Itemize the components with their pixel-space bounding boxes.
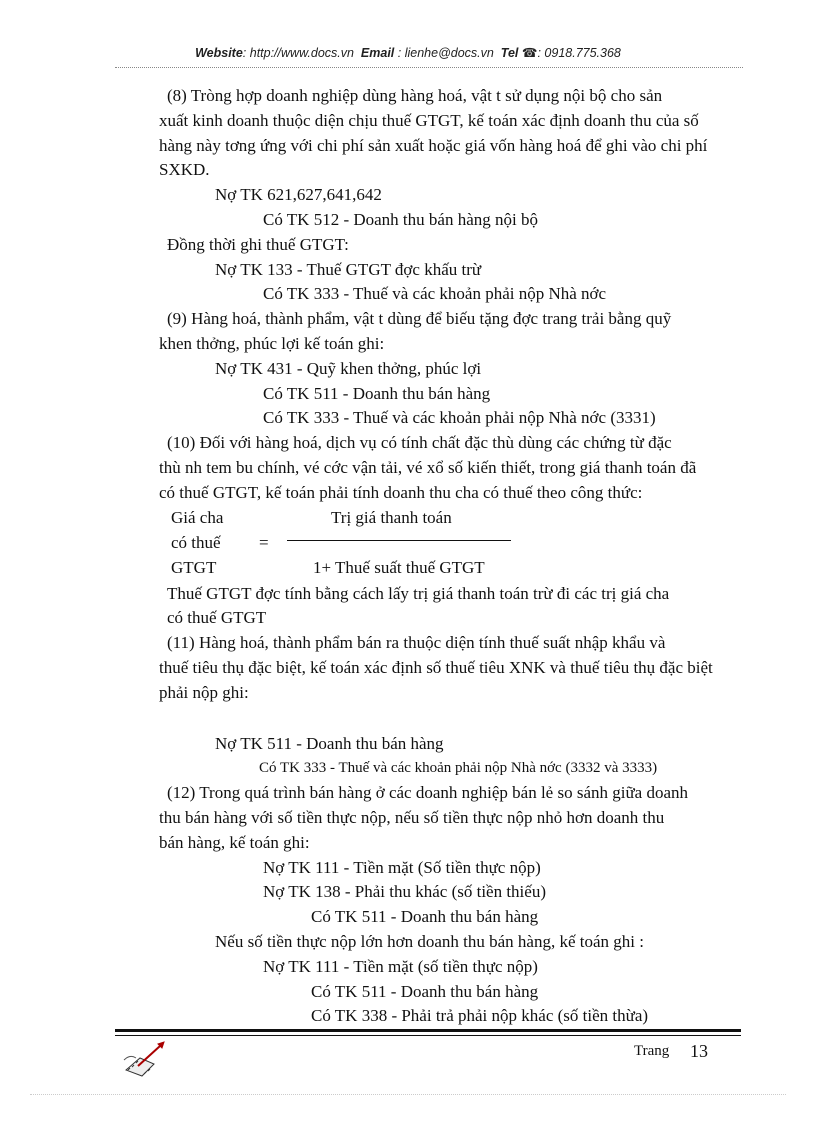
text-line: SXKD. — [159, 160, 210, 180]
revenue-formula — [167, 506, 743, 582]
formula-left-3: GTGT — [171, 557, 217, 577]
formula-denominator: 1+ Thuế suất thuế GTGT — [313, 557, 485, 577]
page-label: Trang — [634, 1043, 670, 1059]
text-line: có thuế GTGT — [167, 608, 267, 628]
spacer — [167, 706, 743, 732]
journal-entry: Nợ TK 138 - Phải thu khác (số tiền thiếu) — [263, 882, 546, 902]
text-line: (11) Hàng hoá, thành phẩm bán ra thuộc diện tính thuế suất nhập khẩu và — [167, 633, 666, 653]
text-line: thuế tiêu thụ đặc biệt, kế toán xác định số thuế tiêu XNK và thuế tiêu thụ đặc biệt — [159, 657, 713, 677]
page-number: 13 — [690, 1041, 708, 1061]
text-line: (10) Đối với hàng hoá, dịch vụ có tính chất đặc thù dùng các chứng từ đặc — [167, 433, 672, 453]
pen-and-film-clipart-icon — [120, 1040, 168, 1080]
text-line: hàng này tơng ứng với chi phí sản xuất hoặc giá vốn hàng hoá để ghi vào chi phí — [159, 135, 708, 155]
journal-entry: Có TK 511 - Doanh thu bán hàng — [263, 383, 491, 403]
text-line: (12) Trong quá trình bán hàng ở các doanh nghiệp bán lẻ so sánh giữa doanh — [167, 783, 689, 803]
formula-left-2: có thuế — [171, 532, 221, 552]
text-line: (9) Hàng hoá, thành phẩm, vật t dùng để biếu tặng đợc trang trải bằng quỹ — [167, 309, 672, 329]
journal-entry: Nợ TK 511 - Doanh thu bán hàng — [215, 733, 444, 753]
text-line: phải nộp ghi: — [159, 682, 249, 702]
journal-entry: Có TK 512 - Doanh thu bán hàng nội bộ — [263, 209, 538, 229]
formula-numerator: Trị giá thanh toán — [331, 507, 452, 527]
journal-entry: Nợ TK 111 - Tiền mặt (số tiền thực nộp) — [263, 956, 538, 976]
website-label: Website — [195, 46, 243, 60]
journal-entry: Có TK 333 - Thuế và các khoản phải nộp Nhà nớc (3331) — [263, 408, 656, 428]
footer-rule-thick — [115, 1029, 741, 1032]
journal-entry: Nợ TK 621,627,641,642 — [215, 185, 382, 205]
journal-entry: Có TK 338 - Phải trả phải nộp khác (số tiền thừa) — [311, 1006, 649, 1026]
email-value: : lienhe@docs.vn — [397, 46, 494, 60]
formula-left-1: Giá cha — [171, 507, 224, 527]
email-label: Email — [360, 46, 395, 60]
text-line: xuất kinh doanh thuộc diện chịu thuế GTGT, kế toán xác định doanh thu của số — [159, 110, 699, 130]
website-value: : http://www.docs.vn — [242, 46, 354, 60]
fraction-bar — [287, 540, 511, 541]
journal-entry: Có TK 333 - Thuế và các khoản phải nộp Nhà nớc (3332 và 3333) — [259, 760, 658, 777]
phone-icon: ☎ — [521, 46, 538, 60]
journal-entry: Nợ TK 431 - Quỹ khen thởng, phúc lợi — [215, 358, 482, 378]
bottom-border — [30, 1094, 786, 1095]
text-line: có thuế GTGT, kế toán phải tính doanh thu cha có thuế theo công thức: — [159, 482, 643, 502]
tel-label: Tel — [500, 46, 519, 60]
journal-entry: Nợ TK 111 - Tiền mặt (Số tiền thực nộp) — [263, 857, 541, 877]
formula-equals: = — [259, 532, 269, 552]
text-line: (8) Tròng hợp doanh nghiệp dùng hàng hoá, vật t sử dụng nội bộ cho sản — [167, 86, 663, 105]
journal-entry: Có TK 511 - Doanh thu bán hàng — [311, 907, 539, 927]
journal-entry: Có TK 333 - Thuế và các khoản phải nộp Nhà nớc — [263, 284, 607, 304]
text-line: thu bán hàng với số tiền thực nộp, nếu số tiền thực nộp nhỏ hơn doanh thu — [159, 807, 665, 827]
text-line: Thuế GTGT đợc tính bằng cách lấy trị giá thanh toán trừ đi các trị giá cha — [167, 583, 670, 603]
text-line: Nếu số tiền thực nộp lớn hơn doanh thu bán hàng, kế toán ghi : — [215, 931, 644, 951]
text-line: Đồng thời ghi thuế GTGT: — [167, 234, 349, 254]
text-line: thù nh tem bu chính, vé cớc vận tải, vé xổ số kiến thiết, trong giá thanh toán đã — [159, 457, 697, 477]
journal-entry: Có TK 511 - Doanh thu bán hàng — [311, 981, 539, 1001]
text-line: khen thởng, phúc lợi kế toán ghi: — [159, 333, 385, 353]
page-header — [0, 45, 816, 60]
journal-entry: Nợ TK 133 - Thuế GTGT đợc khấu trừ — [215, 259, 482, 279]
footer-rule-thin — [115, 1035, 741, 1036]
header-divider — [115, 67, 743, 68]
document-body — [159, 84, 743, 1029]
tel-value: : 0918.775.368 — [537, 46, 621, 60]
text-line: bán hàng, kế toán ghi: — [159, 832, 310, 852]
